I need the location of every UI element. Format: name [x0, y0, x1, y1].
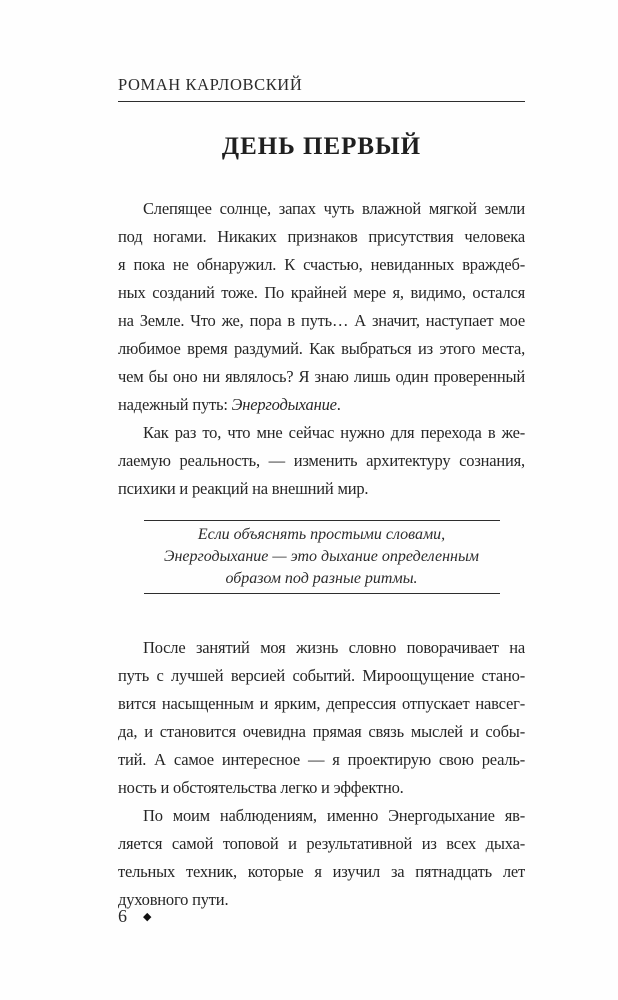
- text-line: ность и обстоятельства легко и эффектно.: [118, 778, 404, 797]
- diamond-icon: ◆: [143, 911, 152, 923]
- text-line: лаемую реальность, — изменить архитектуру сознания,: [118, 451, 525, 470]
- page-number: 6: [118, 906, 127, 926]
- body-text: [118, 195, 525, 914]
- body-block-1: [118, 195, 525, 503]
- text-line: под ногами. Никаких признаков присутствия человека: [118, 227, 525, 246]
- text-line: любимое время раздумий. Как выбраться из этого места,: [118, 339, 525, 358]
- paragraph: [118, 419, 525, 503]
- text-line: По моим наблюдениям, именно Энергодыхание яв-: [143, 806, 525, 825]
- text-line: на Земле. Что же, пора в путь… А значит, наступает мое: [118, 311, 525, 330]
- text-line: духовного пути.: [118, 890, 229, 909]
- text-line: тельных техник, которые я изучил за пятнадцать лет: [118, 862, 525, 881]
- author-name: РОМАН КАРЛОВСКИЙ: [118, 75, 303, 94]
- running-header: [118, 75, 525, 102]
- paragraph: [118, 195, 525, 419]
- paragraph: [118, 634, 525, 802]
- text-line: Слепящее солнце, запах чуть влажной мягкой земли: [143, 199, 525, 218]
- text-line: Как раз то, что мне сейчас нужно для перехода в же-: [143, 423, 525, 442]
- page-content: [118, 0, 525, 914]
- text-line: [118, 391, 525, 419]
- plain-text: надежный путь:: [118, 395, 232, 414]
- plain-text: .: [336, 395, 341, 414]
- paragraph: [118, 802, 525, 914]
- body-block-2: [118, 634, 525, 914]
- text-line: чем бы оно ни являлось? Я знаю лишь один проверенный: [118, 367, 525, 386]
- quote-line: Если объяснять простыми словами,: [197, 526, 446, 543]
- page-footer: [118, 906, 151, 927]
- text-line: ляется самой топовой и результативной из всех дыха-: [118, 834, 525, 853]
- text-line: тий. А самое интересное — я проектирую свою реаль-: [118, 750, 525, 769]
- text-line: да, и становится очевидна прямая связь мыслей и собы-: [118, 722, 525, 741]
- text-line: После занятий моя жизнь словно поворачивает на: [143, 638, 525, 657]
- quote-line: Энергодыхание — это дыхание определенным: [164, 548, 479, 565]
- text-line: ных созданий тоже. По крайней мере я, видимо, остался: [118, 283, 525, 302]
- text-line: путь с лучшей версией событий. Мироощущение стано-: [118, 666, 525, 685]
- quote-line: образом под разные ритмы.: [225, 570, 418, 587]
- chapter-title: ДЕНЬ ПЕРВЫЙ: [221, 133, 422, 160]
- emphasized-text: Энергодыхание: [231, 395, 337, 414]
- text-line: вится насыщенным и ярким, депрессия отпускает навсег-: [118, 694, 525, 713]
- quote-block: [144, 520, 500, 594]
- text-line: психики и реакций на внешний мир.: [118, 479, 369, 498]
- text-line: я пока не обнаружил. К счастью, невиданных враждеб-: [118, 255, 525, 274]
